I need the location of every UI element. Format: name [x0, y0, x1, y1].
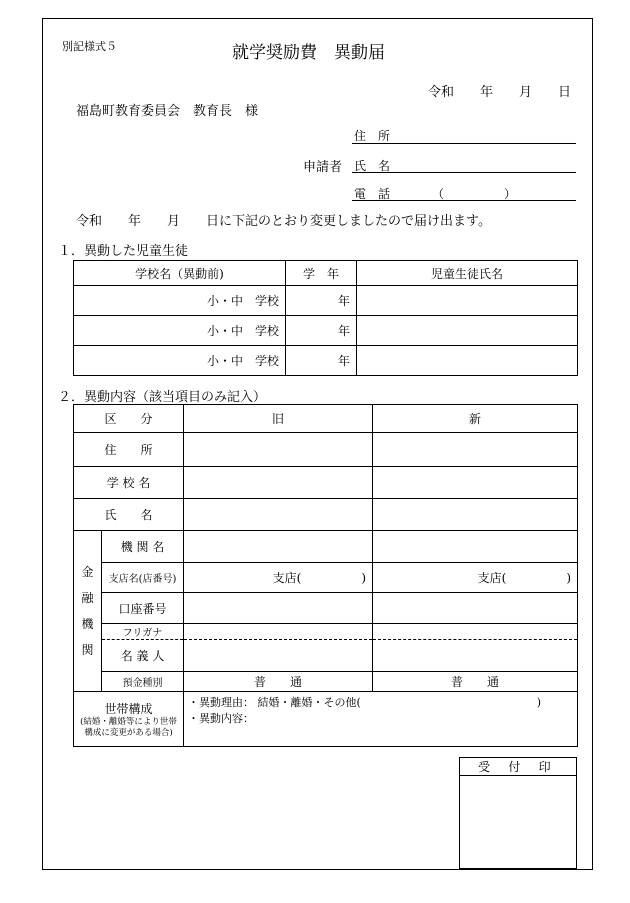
new-name-cell[interactable] — [373, 499, 578, 531]
table-row — [74, 672, 578, 692]
student-name-cell[interactable] — [357, 316, 578, 346]
table-row — [74, 346, 578, 376]
grade-header: 学 年 — [286, 261, 357, 286]
change-reason[interactable]: ・異動理由： 結婚・離婚・その他( ) — [188, 696, 542, 709]
address-line[interactable] — [352, 143, 576, 144]
grade-cell[interactable]: 年 — [286, 346, 357, 376]
school-cell[interactable]: 小・中 学校 — [74, 316, 286, 346]
students-table — [73, 260, 578, 376]
section1-heading: １．異動した児童生徒 — [58, 244, 189, 259]
old-branch-cell[interactable]: 支店( ) — [184, 563, 373, 593]
addressee: 福島町教育委員会 教育長 様 — [76, 104, 259, 119]
branch-label: 支店名(店番号) — [102, 563, 184, 593]
student-name-cell[interactable] — [357, 286, 578, 316]
table-row — [74, 624, 578, 640]
household-content-cell[interactable] — [184, 692, 578, 747]
applicant-label: 申請者 — [303, 160, 343, 175]
change-content[interactable]: ・異動内容： — [188, 712, 255, 725]
new-branch-cell[interactable]: 支店( ) — [373, 563, 578, 593]
page-title: 就学奨励費 異動届 — [232, 43, 385, 63]
new-deposit-cell[interactable]: 普 通 — [373, 672, 578, 692]
new-account-cell[interactable] — [373, 593, 578, 624]
old-furigana-cell[interactable] — [184, 624, 373, 640]
institution-label: 機 関 名 — [102, 531, 184, 563]
household-row — [74, 692, 578, 747]
grade-cell[interactable]: 年 — [286, 316, 357, 346]
changes-table — [73, 404, 578, 747]
name-row-label: 氏 名 — [74, 499, 184, 531]
household-label: 世帯構成 — [104, 701, 153, 716]
new-holder-cell[interactable] — [373, 640, 578, 672]
date-line[interactable]: 令和 年 月 日 — [428, 85, 572, 100]
phone-line[interactable] — [352, 200, 576, 201]
old-account-cell[interactable] — [184, 593, 373, 624]
school-row-label: 学 校 名 — [74, 467, 184, 499]
old-deposit-cell[interactable]: 普 通 — [184, 672, 373, 692]
address-label: 住 所 — [354, 129, 391, 143]
receipt-stamp-box — [459, 757, 577, 869]
bank-label-char: 関 — [81, 643, 94, 657]
student-name-cell[interactable] — [357, 346, 578, 376]
old-school-cell[interactable] — [184, 467, 373, 499]
old-institution-cell[interactable] — [184, 531, 373, 563]
household-note-1: (結婚・離婚等により世帯 — [80, 716, 177, 727]
bank-label-char: 融 — [81, 591, 94, 605]
address-row-label: 住 所 — [74, 433, 184, 467]
receipt-stamp-area — [460, 776, 577, 869]
account-number-label: 口座番号 — [102, 593, 184, 624]
table-row — [74, 467, 578, 499]
old-holder-cell[interactable] — [184, 640, 373, 672]
old-header: 旧 — [184, 405, 373, 433]
statement: 令和 年 月 日に下記のとおり変更しましたので届け出ます。 — [76, 214, 491, 229]
table-row — [74, 286, 578, 316]
new-furigana-cell[interactable] — [373, 624, 578, 640]
furigana-label: フリガナ — [102, 624, 184, 640]
student-name-header: 児童生徒氏名 — [357, 261, 578, 286]
school-cell[interactable]: 小・中 学校 — [74, 346, 286, 376]
bank-label-char: 金 — [81, 565, 94, 579]
bank-label-char: 機 — [81, 617, 94, 631]
household-label-cell — [74, 692, 184, 747]
table-row — [74, 433, 578, 467]
table-row — [74, 316, 578, 346]
new-header: 新 — [373, 405, 578, 433]
form-number: 別記様式５ — [62, 40, 117, 53]
name-label: 氏 名 — [354, 159, 391, 173]
new-address-cell[interactable] — [373, 433, 578, 467]
changes-header-row — [74, 405, 578, 433]
phone-label: 電 話 （ ） — [354, 187, 517, 201]
household-note-2: 構成に変更がある場合) — [84, 727, 173, 738]
old-name-cell[interactable] — [184, 499, 373, 531]
grade-cell[interactable]: 年 — [286, 286, 357, 316]
bank-group-label — [74, 531, 102, 692]
holder-label: 名 義 人 — [102, 640, 184, 672]
table-row — [74, 593, 578, 624]
new-school-cell[interactable] — [373, 467, 578, 499]
table-row — [74, 499, 578, 531]
receipt-stamp-label: 受 付 印 — [460, 758, 577, 776]
school-cell[interactable]: 小・中 学校 — [74, 286, 286, 316]
table-row — [74, 563, 578, 593]
school-header: 学校名（異動前) — [74, 261, 286, 286]
category-header: 区 分 — [74, 405, 184, 433]
new-institution-cell[interactable] — [373, 531, 578, 563]
table-row — [74, 531, 578, 563]
section2-heading: ２．異動内容（該当項目のみ記入） — [58, 390, 267, 405]
old-address-cell[interactable] — [184, 433, 373, 467]
table-row — [74, 640, 578, 672]
students-header-row — [74, 261, 578, 286]
name-line[interactable] — [352, 172, 576, 173]
deposit-type-label: 預金種別 — [102, 672, 184, 692]
